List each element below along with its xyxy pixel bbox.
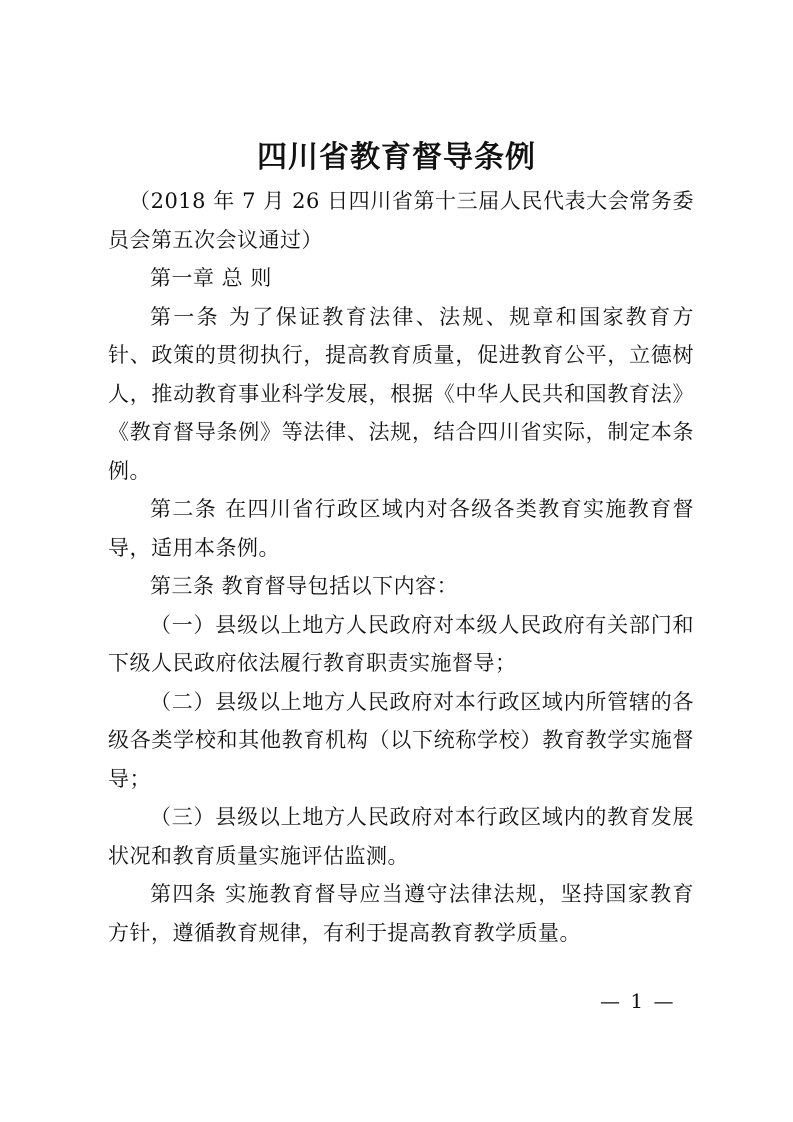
document-title: 四川省教育督导条例 <box>257 140 536 175</box>
article-3-item-3: （三）县级以上地方人民政府对本行政区域内的教育发展状况和教育质量实施评估监测。 <box>108 805 694 868</box>
article-3-item-1: （一）县级以上地方人民政府对本级人民政府有关部门和下级人民政府依法履行教育职责实施督导； <box>108 612 694 675</box>
article-2: 第二条 在四川省行政区域内对各级各类教育实施教育督导，适用本条例。 <box>108 497 694 560</box>
article-4: 第四条 实施教育督导应当遵守法律法规，坚持国家教育方针，遵循教育规律，有利于提高教育教学质量。 <box>108 882 694 945</box>
chapter-heading: 第一章 总 则 <box>150 266 272 290</box>
article-1: 第一条 为了保证教育法律、法规、规章和国家教育方针、政策的贯彻执行，提高教育质量，促进教育公平，立德树人，推动教育事业科学发展，根据《中华人民共和国教育法》《教育督导条例》等法律、法规，结合四川省实际，制定本条例。 <box>108 304 694 483</box>
page-number: — 1 — <box>600 989 676 1013</box>
document-body <box>108 182 694 952</box>
adoption-note: （2018 年 7 月 26 日四川省第十三届人民代表大会常务委员会第五次会议通过） <box>108 189 694 252</box>
article-3: 第三条 教育督导包括以下内容： <box>150 574 459 598</box>
article-3-item-2: （二）县级以上地方人民政府对本行政区域内所管辖的各级各类学校和其他教育机构（以下统称学校）教育教学实施督导； <box>108 689 694 791</box>
